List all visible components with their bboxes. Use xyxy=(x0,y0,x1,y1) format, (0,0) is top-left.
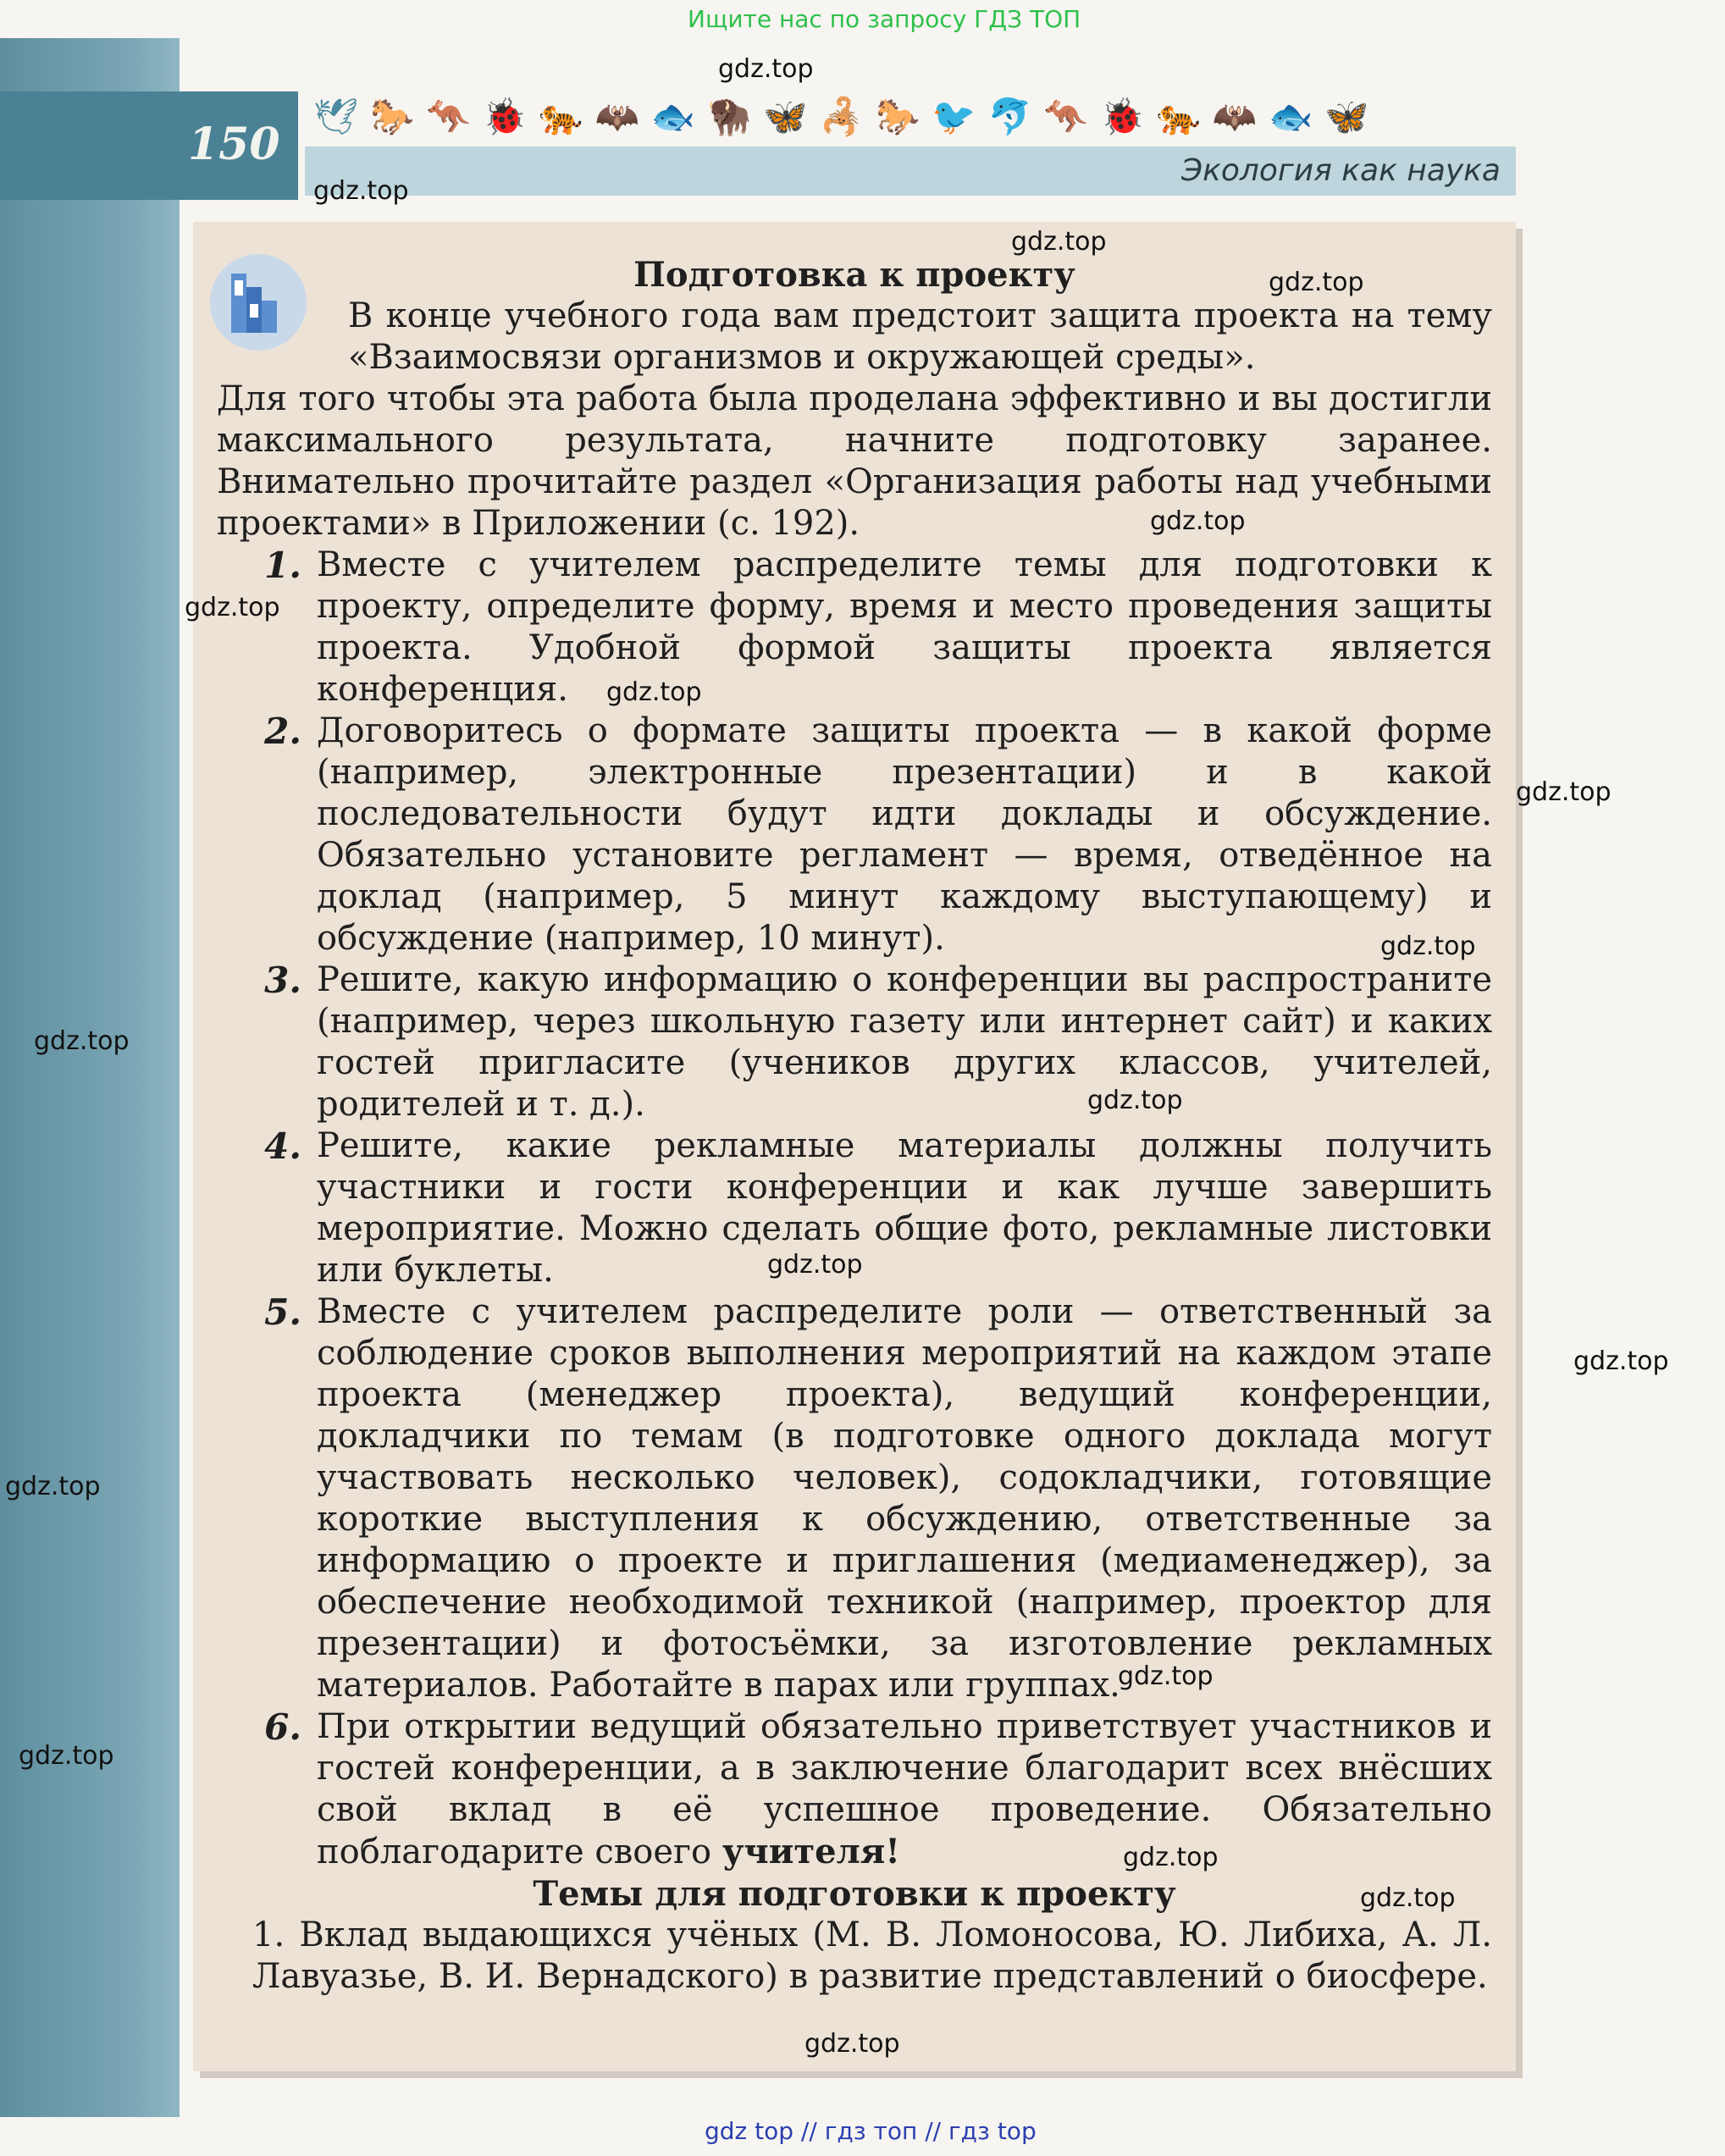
step-number: 4. xyxy=(264,1125,301,1167)
section-title: Экология как наука xyxy=(1180,153,1501,188)
watermark[interactable]: gdz.top xyxy=(1011,227,1107,257)
fish-icon: 🐟 xyxy=(650,96,696,137)
bottom-banner[interactable]: gdz top // гдз топ // гдз top xyxy=(705,2117,1037,2145)
intro-paragraph: В конце учебного года вам предстоит защита проекта на тему «Взаимосвязи организмов и окружающей среды». xyxy=(348,296,1492,377)
watermark[interactable]: gdz.top xyxy=(1087,1086,1183,1115)
tiger-icon: 🐅 xyxy=(1156,96,1201,137)
steps-list xyxy=(217,545,1492,1873)
topic-text: Вклад выдающихся учёных (М. В. Ломоносова, Ю. Либиха, А. Л. Лавуазье, В. И. Вернадского) в развитие представлений о биосфере. xyxy=(252,1916,1492,1996)
step-text: Решите, какую информацию о конференции вы распространите (например, через школьную газету или интернет сайт) и каких гостей пригласите (учеников других классов, учителей, родителей и т. д.). xyxy=(317,960,1492,1124)
bison-icon: 🦬 xyxy=(707,96,752,137)
bat-icon: 🦇 xyxy=(594,96,639,137)
dolphin-icon: 🐬 xyxy=(987,96,1032,137)
list-item xyxy=(217,1706,1492,1873)
step-text xyxy=(317,1706,1492,1873)
watermark[interactable]: gdz.top xyxy=(1123,1843,1219,1872)
watermark[interactable]: gdz.top xyxy=(1516,777,1612,807)
step-number: 3. xyxy=(264,959,301,1001)
step-text: Решите, какие рекламные материалы должны получить участники и гости конференции и как лучше завершить мероприятие. Можно сделать общие фото, рекламные листовки или буклеты. xyxy=(317,1126,1492,1290)
step-number: 6. xyxy=(264,1706,301,1748)
watermark[interactable]: gdz.top xyxy=(5,1472,101,1501)
watermark[interactable]: gdz.top xyxy=(1360,1883,1456,1913)
tiger-icon: 🐅 xyxy=(539,96,583,137)
kangaroo-icon: 🦘 xyxy=(1043,96,1089,137)
step-number: 2. xyxy=(264,710,301,752)
topic-item xyxy=(217,1915,1492,1998)
step-text: Вместе с учителем распределите роли — ответственный за соблюдение сроков выполнения мероприятий на каждом этапе проекта (менеджер проекта), ведущий конференции, докладчики по темам (в подготовке одного доклада могут участвовать несколько человек), содокладчики, готовящие короткие выступления к обсуждению, ответственные за информацию о проекте и приглашения (медиаменеджер), за обеспечение необходимой техникой (например, проектор для презентации) и фотосъёмки, за изготовление рекламных материалов. Работайте в парах или группах. xyxy=(317,1292,1492,1705)
watermark[interactable]: gdz.top xyxy=(313,176,409,206)
list-item xyxy=(217,545,1492,710)
butterfly-icon: 🦋 xyxy=(763,96,808,137)
horse-icon: 🐎 xyxy=(370,96,415,137)
watermark[interactable]: gdz.top xyxy=(767,1250,863,1280)
step-text-main: При открытии ведущий обязательно приветствует участников и гостей конференции, а в заключение благодарит всех внёсших свой вклад в её успешное проведение. Обязательно поблагодарите своего xyxy=(317,1707,1492,1871)
page-edge-band xyxy=(0,38,180,2117)
list-item xyxy=(217,1291,1492,1706)
section-header-band xyxy=(305,146,1516,196)
list-item xyxy=(217,710,1492,959)
bat-icon: 🦇 xyxy=(1212,96,1258,137)
topic-number: 1. xyxy=(252,1916,285,1954)
watermark[interactable]: gdz.top xyxy=(804,2029,900,2059)
fish-icon: 🐟 xyxy=(1269,96,1313,137)
watermark[interactable]: gdz.top xyxy=(1118,1661,1214,1691)
watermark[interactable]: gdz.top xyxy=(34,1026,130,1056)
bug-icon: 🐞 xyxy=(482,96,528,137)
book-icon xyxy=(210,254,307,351)
watermark[interactable]: gdz.top xyxy=(1150,506,1246,536)
watermark[interactable]: gdz.top xyxy=(606,677,702,707)
bird-icon: 🐦 xyxy=(932,96,976,137)
step-number: 5. xyxy=(264,1291,301,1333)
animal-silhouette-strip xyxy=(313,91,1465,142)
watermark[interactable]: gdz.top xyxy=(185,593,280,622)
project-prep-box xyxy=(193,222,1516,2071)
intro-paragraph-continued: Для того чтобы эта работа была проделана эффективно и вы достигли максимального результата, начните подготовку заранее. Внимательно прочитайте раздел «Организация работы над учебными проектами» в Приложении (с. 192). xyxy=(217,379,1492,543)
step-number: 1. xyxy=(264,545,301,586)
topics-heading: Темы для подготовки к проекту xyxy=(533,1874,1176,1914)
bug-icon: 🐞 xyxy=(1100,96,1145,137)
section-heading: Подготовка к проекту xyxy=(633,255,1075,295)
butterfly-icon: 🦋 xyxy=(1324,96,1369,137)
horse-icon: 🐎 xyxy=(876,96,921,137)
top-banner[interactable]: Ищите нас по запросу ГДЗ ТОП xyxy=(688,5,1081,33)
step-text: Вместе с учителем распределите темы для подготовки к проекту, определите форму, время и место проведения защиты проекта. Удобной формой защиты проекта является конференция. xyxy=(317,545,1492,709)
watermark[interactable]: gdz.top xyxy=(1573,1346,1669,1376)
step-text: Договоритесь о формате защиты проекта — в какой форме (например, электронные презентации) и в какой последовательности будут идти доклады и обсуждение. Обязательно установите регламент — время, отведённое на доклад (например, 5 минут каждому выступающему) и обсуждение (например, 10 минут). xyxy=(317,711,1492,958)
kangaroo-icon: 🦘 xyxy=(426,96,471,137)
watermark[interactable]: gdz.top xyxy=(19,1741,114,1771)
list-item xyxy=(217,959,1492,1125)
bird-icon: 🕊 xyxy=(313,96,359,137)
page-number: 150 xyxy=(188,119,280,170)
scorpion-icon: 🦂 xyxy=(819,96,864,137)
watermark[interactable]: gdz.top xyxy=(1269,268,1364,297)
watermark[interactable]: gdz.top xyxy=(718,54,814,84)
watermark[interactable]: gdz.top xyxy=(1380,932,1476,961)
step-text-emphasis: учителя! xyxy=(722,1832,900,1871)
